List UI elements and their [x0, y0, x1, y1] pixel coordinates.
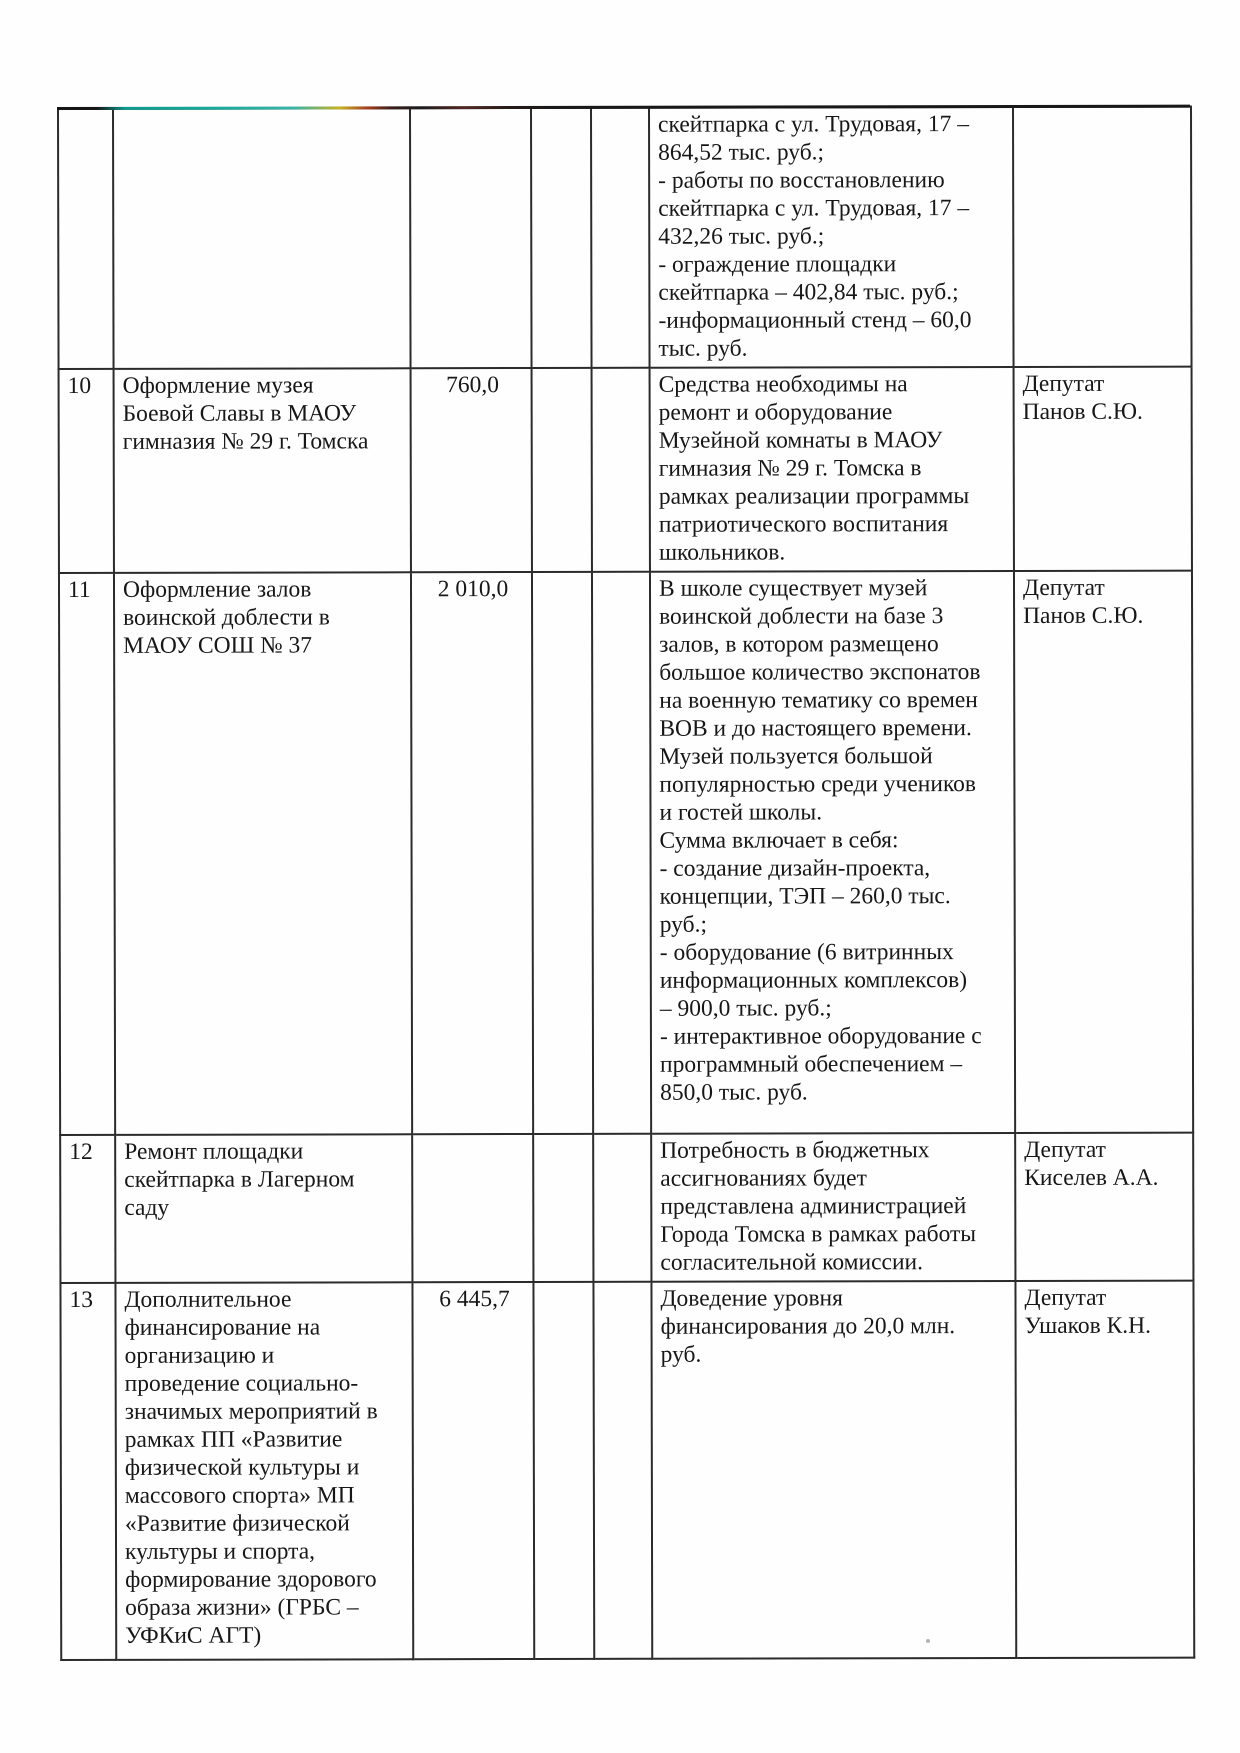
amount-cell: 6 445,7 [412, 1282, 534, 1659]
initiator-cell: Депутат Панов С.Ю. [1014, 571, 1193, 1133]
amount-cell [412, 1134, 533, 1282]
table-row-continuation [58, 107, 1192, 369]
title-cell: Оформление музея Боевой Славы в МАОУ гимназия № 29 г. Томска [114, 368, 411, 573]
justification-cell: Средства необходимы на ремонт и оборудование Музейной комнаты в МАОУ гимназия № 29 г. Томска в рамках реализации программы патриотического воспитания школьников. [650, 367, 1014, 572]
title-cell: Дополнительное финансирование на организацию и проведение социально- значимых мероприятий в рамках ПП «Развитие физической культуры и массового спорта» МП «Развитие физической культуры и спорта, формирование здорового образа жизни» (ГРБС – УФКиС АГТ) [115, 1282, 413, 1660]
row-number-cell [58, 109, 114, 369]
row-number-cell: 12 [60, 1135, 115, 1283]
title-cell: Ремонт площадки скейтпарка в Лагерном саду [115, 1134, 412, 1283]
initiator-cell: Депутат Киселев А.А. [1015, 1133, 1193, 1281]
amount-cell: 760,0 [411, 368, 532, 572]
empty-cell [593, 1282, 652, 1659]
justification-cell: Доведение уровня финансирования до 20,0 млн. руб. [651, 1281, 1016, 1659]
table-row-11 [59, 571, 1193, 1135]
table-row-12 [60, 1133, 1193, 1283]
title-cell: Оформление залов воинской доблести в МАОУ СОШ № 37 [114, 572, 412, 1135]
budget-proposals-table [57, 106, 1195, 1661]
initiator-cell [1013, 107, 1192, 367]
empty-cell [531, 108, 592, 368]
empty-cell [533, 1134, 593, 1282]
budget-table [57, 106, 1195, 1661]
empty-cell [532, 572, 593, 1134]
justification-cell: В школе существует музей воинской доблести на базе 3 залов, в котором размещено большое количество экспонатов на военную тематику со времен ВОВ и до настоящего времени. Музей пользуется большой популярностью среди учеников и гостей школы. Сумма включает в себя: - создание дизайн-проекта, концепции, ТЭП – 260,0 тыс. руб.; - оборудование (6 витринных информационных комплексов) – 900,0 тыс. руб.; - интерактивное оборудование с программный обеспечением – 850,0 тыс. руб. [650, 571, 1015, 1134]
empty-cell [593, 1134, 651, 1282]
scan-speck [926, 1639, 930, 1643]
row-number-cell: 11 [59, 573, 115, 1135]
title-cell [113, 108, 411, 369]
table-row-10 [59, 367, 1192, 573]
amount-cell [410, 108, 532, 368]
empty-cell [592, 368, 650, 572]
empty-cell [592, 572, 651, 1134]
justification-cell: скейтпарка с ул. Трудовая, 17 – 864,52 тыс. руб.; - работы по восстановлению скейтпарка с ул. Трудовая, 17 – 432,26 тыс. руб.; - ограждение площадки скейтпарка – 402,84 тыс. руб.; -информационный стенд – 60,0 тыс. руб. [649, 107, 1014, 368]
initiator-cell: Депутат Ушаков К.Н. [1015, 1281, 1194, 1658]
amount-cell: 2 010,0 [411, 572, 533, 1134]
empty-cell [532, 368, 592, 572]
row-number-cell: 13 [60, 1283, 116, 1660]
justification-cell: Потребность в бюджетных ассигнованиях будет представлена администрацией Города Томска в рамках работы согласительной комиссии. [651, 1133, 1015, 1282]
table-row-13 [60, 1281, 1194, 1660]
initiator-cell: Депутат Панов С.Ю. [1014, 367, 1192, 571]
row-number-cell: 10 [59, 369, 114, 573]
empty-cell [591, 108, 650, 368]
empty-cell [533, 1282, 594, 1659]
